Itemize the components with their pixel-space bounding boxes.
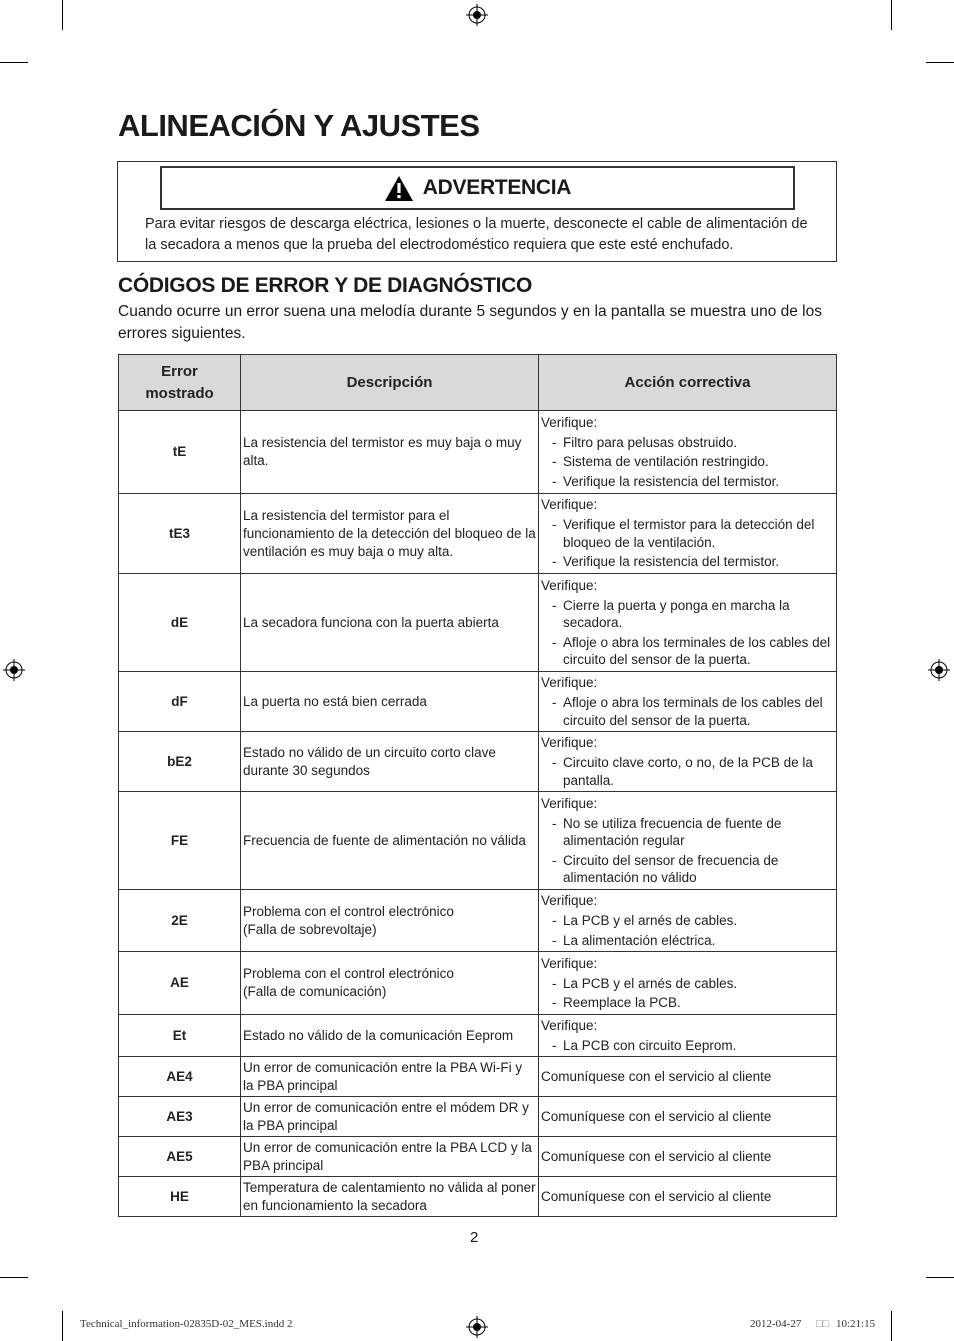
error-description: [241, 732, 539, 792]
warning-box: [117, 161, 837, 262]
error-description: [241, 1137, 539, 1177]
description-line: La resistencia del termistor para el funcionamiento de la detección del bloqueo de la ventilación es muy baja o muy alta.: [243, 507, 536, 559]
corrective-action: [539, 890, 837, 952]
table-row: [119, 672, 837, 732]
crop-mark: [0, 1277, 28, 1278]
verify-label: Verifique:: [541, 577, 598, 593]
error-description: [241, 411, 539, 494]
action-item: - Afloje o abra los terminals de los cables del circuito del sensor de la puerta.: [541, 694, 834, 729]
description-line: La puerta no está bien cerrada: [243, 693, 427, 709]
error-code: dF: [119, 672, 241, 732]
verify-label: Verifique:: [541, 893, 598, 908]
table-row: [119, 1137, 837, 1177]
action-item: - Sistema de ventilación restringido.: [541, 453, 834, 471]
description-line: Un error de comunicación entre el módem DR y la PBA principal: [243, 1099, 529, 1133]
registration-mark-icon: [928, 659, 950, 681]
error-code: AE4: [119, 1057, 241, 1097]
action-item: - La PCB con circuito Eeprom.: [541, 1037, 834, 1055]
warning-header: [160, 166, 795, 210]
action-item: - La PCB y el arnés de cables.: [541, 975, 834, 993]
description-line: Problema con el control electrónico: [243, 966, 454, 981]
intro-text: Cuando ocurre un error suena una melodía durante 5 segundos y en la pantalla se muestra uno de los errores siguientes.: [118, 303, 822, 342]
action-item: - Verifique la resistencia del termistor.: [541, 473, 834, 491]
footer-date: 2012-04-27: [750, 1318, 802, 1330]
table-row: [119, 732, 837, 792]
verify-label: Verifique:: [541, 414, 598, 430]
crop-mark: [926, 62, 954, 63]
corrective-action: [539, 574, 837, 672]
footer-time: 10:21:15: [836, 1318, 876, 1330]
verify-label: Verifique:: [541, 955, 598, 971]
table-row: [119, 1057, 837, 1097]
error-code: FE: [119, 792, 241, 890]
action-item: - Verifique el termistor para la detección del bloqueo de la ventilación.: [541, 516, 834, 551]
corrective-action: Comuníquese con el servicio al cliente: [539, 1177, 837, 1217]
footer-mark: □□: [816, 1318, 830, 1330]
section-title: CÓDIGOS DE ERROR Y DE DIAGNÓSTICO: [118, 274, 533, 297]
verify-label: Verifique:: [541, 675, 598, 690]
corrective-action: [539, 792, 837, 890]
description-line: La resistencia del termistor es muy baja o muy alta.: [243, 435, 522, 468]
error-description: [241, 574, 539, 672]
description-line: Un error de comunicación entre la PBA Wi-Fi y la PBA principal: [243, 1059, 523, 1093]
crop-mark: [891, 1311, 892, 1341]
corrective-action: [539, 494, 837, 574]
action-item: - Verifique la resistencia del termistor.: [541, 553, 834, 571]
corrective-action: [539, 732, 837, 792]
table-header-row: [119, 355, 837, 411]
description-note: (Falla de comunicación): [243, 984, 387, 999]
corrective-action: [539, 411, 837, 494]
warning-triangle-icon: [384, 175, 414, 202]
footer-file: Technical_information-02835D-02_MES.indd 2: [80, 1318, 293, 1330]
verify-label: Verifique:: [541, 735, 598, 750]
crop-mark: [891, 0, 892, 30]
description-line: Temperatura de calentamiento no válida al poner en funcionamiento la secadora: [243, 1179, 536, 1213]
corrective-action: Comuníquese con el servicio al cliente: [539, 1137, 837, 1177]
table-row: [119, 494, 837, 574]
header-action: Acción correctiva: [539, 355, 837, 411]
page-number: 2: [470, 1229, 479, 1246]
description-line: Problema con el control electrónico: [243, 903, 454, 919]
table-row: [119, 1015, 837, 1057]
corrective-action: [539, 672, 837, 732]
error-code: dE: [119, 574, 241, 672]
verify-label: Verifique:: [541, 497, 598, 513]
error-code-table: [118, 354, 837, 1217]
error-description: [241, 1097, 539, 1137]
action-item: - Circuito clave corto, o no, de la PCB de la pantalla.: [541, 754, 834, 789]
verify-label: Verifique:: [541, 1017, 598, 1033]
corrective-action: [539, 1015, 837, 1057]
table-row: [119, 1097, 837, 1137]
description-line: Un error de comunicación entre la PBA LCD y la PBA principal: [243, 1139, 532, 1173]
action-item: - Afloje o abra los terminales de los cables del circuito del sensor de la puerta.: [541, 634, 834, 669]
error-code: 2E: [119, 890, 241, 952]
crop-mark: [62, 0, 63, 30]
error-code: AE: [119, 952, 241, 1015]
crop-mark: [0, 62, 28, 63]
crop-mark: [62, 1311, 63, 1341]
header-error: Error mostrado: [119, 355, 241, 411]
action-item: - Filtro para pelusas obstruido.: [541, 434, 834, 452]
table-row: [119, 1177, 837, 1217]
error-code: AE3: [119, 1097, 241, 1137]
error-description: [241, 1177, 539, 1217]
warning-heading: ADVERTENCIA: [422, 176, 572, 199]
error-description: [241, 890, 539, 952]
error-description: [241, 1015, 539, 1057]
error-description: [241, 792, 539, 890]
action-item: - La PCB y el arnés de cables.: [541, 912, 834, 930]
action-item: - No se utiliza frecuencia de fuente de alimentación regular: [541, 815, 834, 850]
crop-mark: [926, 1277, 954, 1278]
action-item: - La alimentación eléctrica.: [541, 932, 834, 950]
registration-mark-icon: [466, 1316, 488, 1338]
action-item: - Reemplace la PCB.: [541, 994, 834, 1012]
corrective-action: [539, 952, 837, 1015]
error-code: tE: [119, 411, 241, 494]
error-code: tE3: [119, 494, 241, 574]
error-description: [241, 1057, 539, 1097]
corrective-action: Comuníquese con el servicio al cliente: [539, 1097, 837, 1137]
page-title: ALINEACIÓN Y AJUSTES: [118, 108, 480, 143]
action-item: - Circuito del sensor de frecuencia de alimentación no válido: [541, 852, 834, 887]
header-description: Descripción: [241, 355, 539, 411]
description-line: La secadora funciona con la puerta abierta: [243, 614, 499, 630]
table-row: [119, 411, 837, 494]
warning-text: Para evitar riesgos de descarga eléctrica, lesiones o la muerte, desconecte el cable de alimentación de la secadora a menos que la prueba del electrodoméstico requiera que este esté enchufado.: [145, 216, 808, 253]
table-row: [119, 952, 837, 1015]
error-code: HE: [119, 1177, 241, 1217]
error-code: Et: [119, 1015, 241, 1057]
corrective-action: Comuníquese con el servicio al cliente: [539, 1057, 837, 1097]
error-description: [241, 494, 539, 574]
error-code: bE2: [119, 732, 241, 792]
error-code: AE5: [119, 1137, 241, 1177]
table-row: [119, 792, 837, 890]
description-line: Estado no válido de un circuito corto clave durante 30 segundos: [243, 744, 496, 778]
error-description: [241, 952, 539, 1015]
registration-mark-icon: [466, 4, 488, 26]
description-note: (Falla de sobrevoltaje): [243, 921, 377, 937]
table-row: [119, 890, 837, 952]
description-line: Frecuencia de fuente de alimentación no válida: [243, 832, 526, 848]
error-description: [241, 672, 539, 732]
description-line: Estado no válido de la comunicación Eeprom: [243, 1027, 514, 1043]
registration-mark-icon: [3, 659, 25, 681]
table-row: [119, 574, 837, 672]
action-item: - Cierre la puerta y ponga en marcha la secadora.: [541, 597, 834, 632]
verify-label: Verifique:: [541, 795, 598, 811]
